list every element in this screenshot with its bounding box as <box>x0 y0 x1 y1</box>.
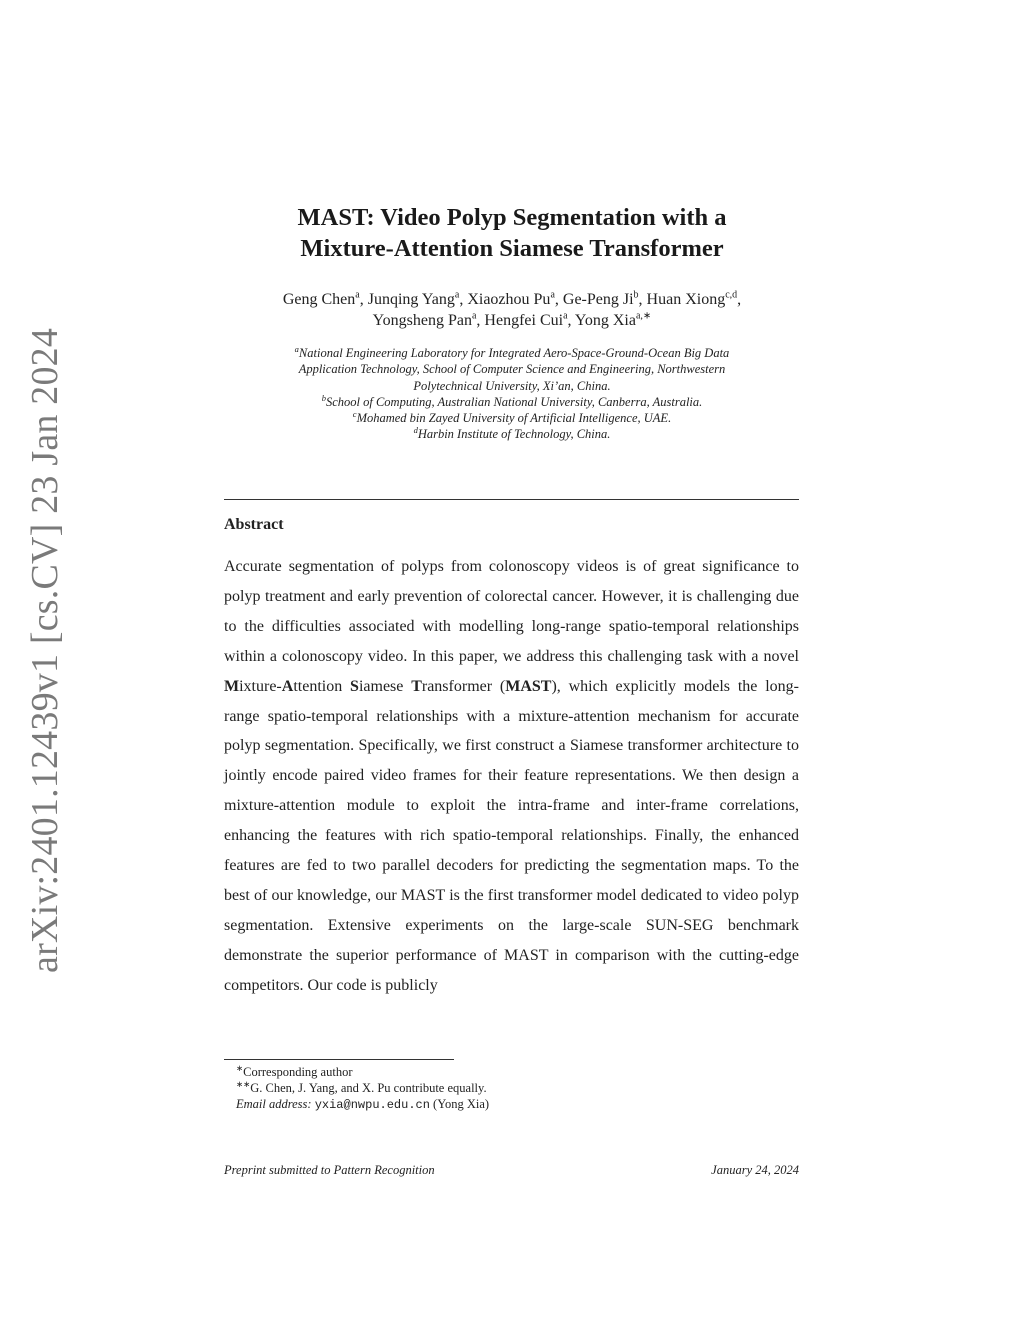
affiliation-a-line-3: Polytechnical University, Xi’an, China. <box>413 378 611 393</box>
abstract-heading: Abstract <box>224 516 284 533</box>
footer-journal: Preprint submitted to Pattern Recognition <box>224 1163 435 1177</box>
author: Junqing Yang$^a$, <box>367 289 468 308</box>
affiliation-a-line-2: Application Technology, School of Computer Science and Engineering, Northwestern <box>298 362 726 377</box>
author: Xiaozhou Pu$^a$, <box>467 289 563 308</box>
author: Yongsheng Pan$^a$, <box>372 310 485 329</box>
paper-title <box>0 202 1024 264</box>
arxiv-stamp: arXiv:2401.12439v1 [cs.CV] 23 Jan 2024 <box>24 327 66 973</box>
affiliation-a: $^a$National Engineering Laboratory for Integrated Aero-Space-Ground-Ocean Big Data <box>294 343 730 360</box>
abstract-top-rule <box>224 499 799 500</box>
author: Hengfei Cui$^a$, <box>484 310 575 329</box>
title-line-1: MAST: Video Polyp Segmentation with a <box>297 204 727 231</box>
footer-date: January 24, 2024 <box>711 1163 799 1177</box>
footnotes <box>236 1064 796 1113</box>
affiliation-b: $^b$School of Computing, Australian National University, Canberra, Australia. <box>321 392 703 409</box>
author: Ge-Peng Ji$^b$, <box>562 289 647 308</box>
author-list <box>200 289 824 331</box>
abstract-text: Accurate segmentation of polyps from colonoscopy videos is of great significance to polyp treatment and early prevention of colorectal cancer. However, it is challenging due to the difficulties associated with modelling long-range spatio-temporal relationships within a colonoscopy video. In this paper, we address this challenging task with a novel Mixture-Attention Siamese Transformer (MAST), which explicitly models the long-range spatio-temporal relationships with a mixture-attention mechanism for accurate polyp segmentation. Specifically, we first construct a Siamese transformer architecture to jointly encode paired video frames for their feature representations. We then design a mixture-attention module to exploit the intra-frame and inter-frame correlations, enhancing the features with rich spatio-temporal relationships. Finally, the enhanced features are fed to two parallel decoders for predicting the segmentation maps. To the best of our knowledge, our MAST is the first transformer model dedicated to video polyp segmentation. Extensive experiments on the large-scale SUN-SEG benchmark demonstrate the superior performance of MAST in comparison with the cutting-edge competitors. Our code is publicly <box>224 558 799 994</box>
author: Geng Chen$^a$, <box>282 289 368 308</box>
author: Huan Xiong$^{c,d}$, <box>646 289 742 308</box>
author: Yong Xia$^{a,∗}$ <box>574 310 652 329</box>
footnote-rule <box>224 1059 454 1060</box>
title-line-2: Mixture-Attention Siamese Transformer <box>300 235 724 262</box>
affiliation-d: $^d$Harbin Institute of Technology, China. <box>413 425 611 442</box>
footnote-corresponding: ∗Corresponding author <box>236 1062 353 1079</box>
affiliation-c: $^c$Mohamed bin Zayed University of Artificial Intelligence, UAE. <box>352 409 672 426</box>
footnote-equal: ∗∗G. Chen, J. Yang, and X. Pu contribute equally. <box>236 1078 487 1095</box>
affiliations <box>200 345 824 443</box>
footnote-email: Email address: yxia@nwpu.edu.cn (Yong Xia) <box>236 1097 490 1112</box>
email-link[interactable]: yxia@nwpu.edu.cn <box>314 1098 430 1112</box>
